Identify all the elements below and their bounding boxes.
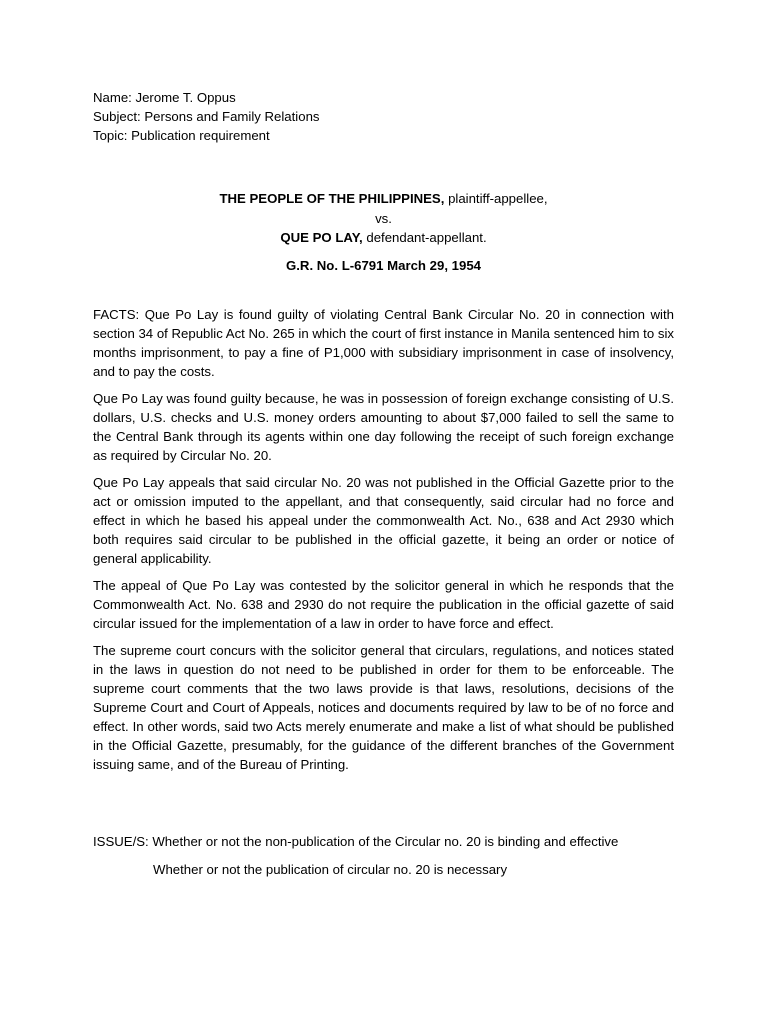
plaintiff-line xyxy=(93,189,674,209)
topic-line: Topic: Publication requirement xyxy=(93,128,270,143)
document-page xyxy=(93,88,674,879)
body-paragraph: The appeal of Que Po Lay was contested by the solicitor general in which he responds that the Commonwealth Act. No. 638 and 2930 do not require the publication in the official gazette of said circular issued for the implementation of a law in order to have force and effect. xyxy=(93,578,674,631)
case-body xyxy=(93,305,674,774)
case-number: G.R. No. L-6791 March 29, 1954 xyxy=(286,257,481,273)
issues-section xyxy=(93,832,674,879)
defendant-role: defendant-appellant. xyxy=(362,230,487,245)
body-paragraph: Que Po Lay appeals that said circular No. 20 was not published in the Official Gazette prior to the act or omission imputed to the appellant, and that consequently, said circular had no force and effect in which he based his appeal under the commonwealth Act. No., 638 and Act 2930 which both requires said circular to be published in the official gazette, it being an order or notice of general applicability. xyxy=(93,475,674,566)
author-name: Name: Jerome T. Oppus xyxy=(93,90,236,105)
issue-first: ISSUE/S: Whether or not the non-publication of the Circular no. 20 is binding and effective xyxy=(93,834,619,849)
defendant-name: QUE PO LAY, xyxy=(280,230,363,245)
plaintiff-name: THE PEOPLE OF THE PHILIPPINES, xyxy=(219,191,445,206)
subject-line: Subject: Persons and Family Relations xyxy=(93,109,320,124)
issue-second: Whether or not the publication of circular no. 20 is necessary xyxy=(153,862,508,877)
defendant-line xyxy=(93,228,674,248)
versus-line: vs. xyxy=(375,210,392,226)
document-header xyxy=(93,88,674,145)
body-paragraph: The supreme court concurs with the solicitor general that circulars, regulations, and notices stated in the laws in question do not need to be published in order for them to be enforceable. The supreme court comments that the two laws provide is that laws, resolutions, decisions of the Supreme Court and Court of Appeals, notices and documents required by law to be of no force and effect. In other words, said two Acts merely enumerate and make a list of what should be published in the Official Gazette, presumably, for the guidance of the different branches of the Government issuing same, and of the Bureau of Printing. xyxy=(93,643,674,772)
facts-paragraph: FACTS: Que Po Lay is found guilty of violating Central Bank Circular No. 20 in connection with section 34 of Republic Act No. 265 in which the court of first instance in Manila sentenced him to six months imprisonment, to pay a fine of P1,000 with subsidiary imprisonment in case of insolvency, and to pay the costs. xyxy=(93,307,674,379)
body-paragraph: Que Po Lay was found guilty because, he was in possession of foreign exchange consisting of U.S. dollars, U.S. checks and U.S. money orders amounting to about $7,000 failed to sell the same to the Central Bank through its agents within one day following the receipt of such foreign exchange as required by Circular No. 20. xyxy=(93,391,674,463)
plaintiff-role: plaintiff-appellee, xyxy=(444,191,548,206)
case-caption xyxy=(93,189,674,275)
